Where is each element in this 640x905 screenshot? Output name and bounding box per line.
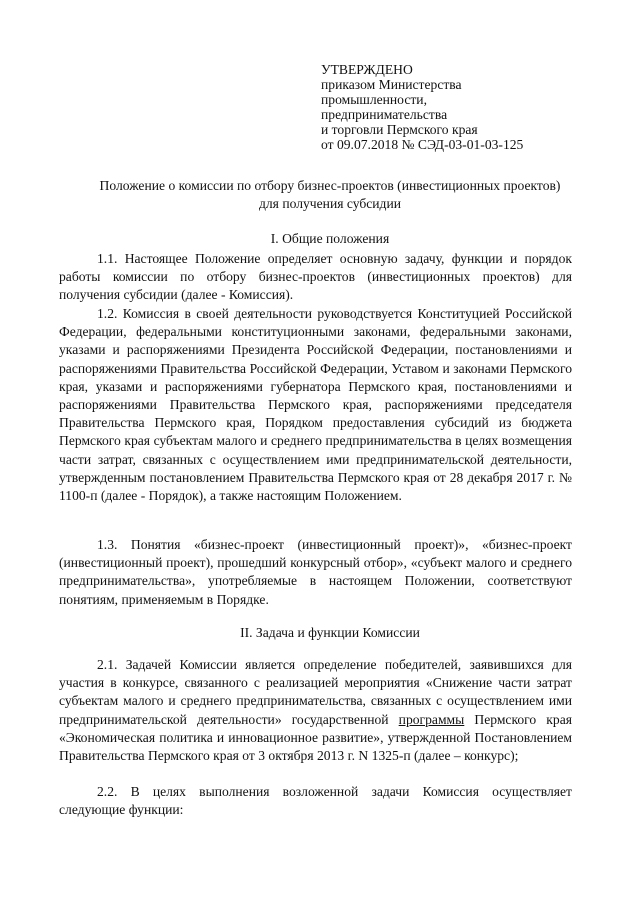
section-heading-general: I. Общие положения <box>270 231 390 246</box>
approval-line: и торговли Пермского края <box>321 122 478 137</box>
paragraph-2-1 <box>59 656 572 765</box>
paragraph-2-1-text: 2.1. Задачей Комиссии является определение победителей, заявившихся для участия в конкурсе, связанного с реализацией мероприятия «Снижение части затрат субъектам малого и среднего предпринимательства, связанных с осуществлением ими предпринимательской деятельности» государственной <box>59 657 572 727</box>
section-heading-tasks: II. Задача и функции Комиссии <box>240 625 420 640</box>
paragraph-1-3: 1.3. Понятия «бизнес-проект (инвестиционный проект)», «бизнес-проект (инвестиционный проект), прошедший конкурсный отбор», «субъект малого и среднего предпринимательства», употребляемые в настоящем Положении, соответствуют понятиям, применяемым в Порядке. <box>59 537 572 607</box>
program-link[interactable]: программы <box>398 711 465 727</box>
paragraph-2-1-text-end: Пермского края «Экономическая политика и инновационное развитие», утвержденной Постановлением Правительства Пермского края от 3 октября 2013 г. N 1325-п (далее – конкурс); <box>59 711 572 764</box>
approval-stamp <box>321 62 621 152</box>
title-line: Положение о комиссии по отбору бизнес-проектов (инвестиционных проектов) <box>99 178 561 193</box>
approval-line: приказом Министерства <box>321 77 462 92</box>
document-title <box>80 177 580 213</box>
approval-line: промышленности, <box>321 92 427 107</box>
title-line: для получения субсидии <box>258 196 402 211</box>
approval-line: УТВЕРЖДЕНО <box>321 62 413 77</box>
paragraph-2-2: 2.2. В целях выполнения возложенной задачи Комиссия осуществляет следующие функции: <box>59 784 572 818</box>
paragraph-1-1: 1.1. Настоящее Положение определяет основную задачу, функции и порядок работы комиссии по отбору бизнес-проектов (инвестиционных проектов) для получения субсидии (далее - Комиссия). <box>59 251 572 303</box>
approval-line: предпринимательства <box>321 107 448 122</box>
approval-line: от 09.07.2018 № СЭД-03-01-03-125 <box>321 137 524 152</box>
paragraph-1-2: 1.2. Комиссия в своей деятельности руководствуется Конституцией Российской Федерации, федеральными конституционными законами, федеральными законами, указами и распоряжениями Президента Российской Федерации, постановлениями и распоряжениями Правительства Российской Федерации, Уставом и законами Пермского края, указами и распоряжениями губернатора Пермского края, постановлениями и распоряжениями Правительства Пермского края, распоряжениями председателя Правительства Пермского края, Порядком предоставления субсидий из бюджета Пермского края субъектам малого и среднего предпринимательства в целях возмещения части затрат, связанных с осуществлением ими предпринимательской деятельности, утвержденным постановлением Правительства Пермского края от 28 декабря 2017 г. № 1100-п (далее - Порядок), а также настоящим Положением. <box>59 306 572 504</box>
